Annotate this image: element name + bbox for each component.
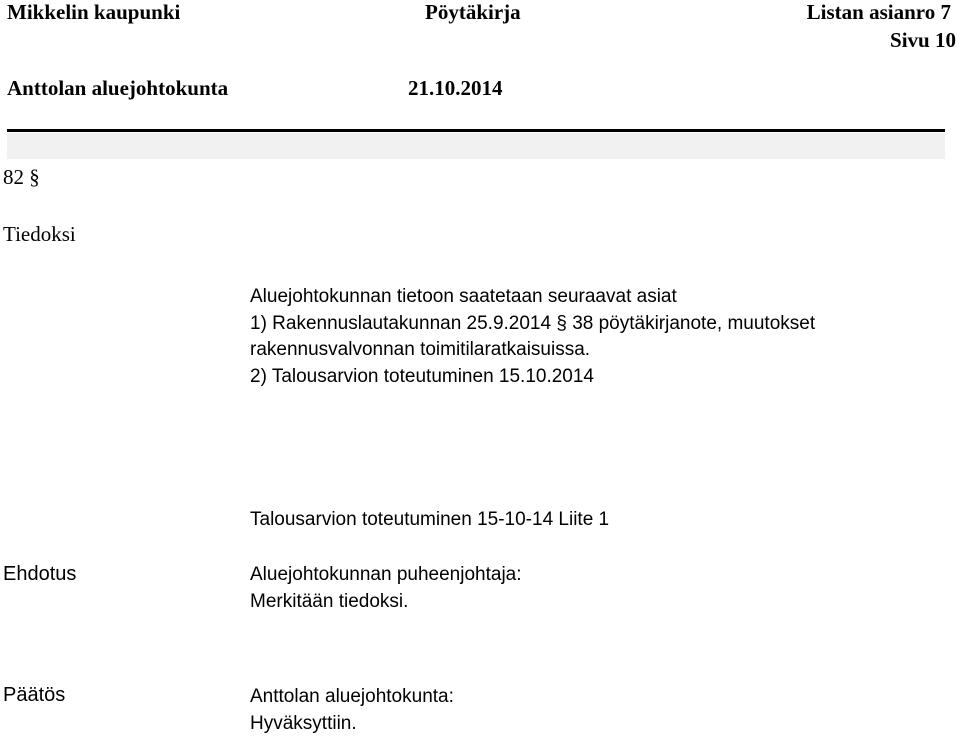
header-shade-band — [7, 133, 945, 159]
organization-name: Mikkelin kaupunki — [7, 0, 181, 24]
paatos-line: Anttolan aluejohtokunta: — [250, 686, 454, 707]
ehdotus-text — [250, 562, 522, 615]
intro-line: 1) Rakennuslautakunnan 25.9.2014 § 38 pöytäkirjanote, muutokset — [250, 312, 816, 334]
section-title: Tiedoksi — [3, 222, 76, 246]
meeting-date: 21.10.2014 — [408, 76, 503, 100]
paatos-line: Hyväksyttiin. — [250, 712, 357, 734]
paatos-text — [250, 684, 454, 737]
document-type: Pöytäkirja — [425, 0, 521, 24]
committee-name: Anttolan aluejohtokunta — [7, 76, 229, 100]
paatos-label: Päätös — [3, 684, 66, 706]
intro-line: Aluejohtokunnan tietoon saatetaan seuraavat asiat — [250, 286, 677, 307]
ehdotus-line: Aluejohtokunnan puheenjohtaja: — [250, 564, 522, 585]
attachment-reference: Talousarvion toteutuminen 15-10-14 Liite 1 — [250, 509, 610, 530]
section-number: 82 § — [3, 165, 40, 189]
page-number: Sivu 10 — [890, 28, 956, 52]
intro-line: rakennusvalvonnan toimitilaratkaisuissa. — [250, 339, 591, 360]
header-divider — [7, 129, 945, 132]
ehdotus-line: Merkitään tiedoksi. — [250, 590, 409, 612]
intro-line: 2) Talousarvion toteutuminen 15.10.2014 — [250, 365, 595, 387]
intro-text — [250, 284, 815, 390]
ehdotus-label: Ehdotus — [3, 563, 77, 585]
list-item-number: Listan asianro 7 — [806, 0, 951, 24]
